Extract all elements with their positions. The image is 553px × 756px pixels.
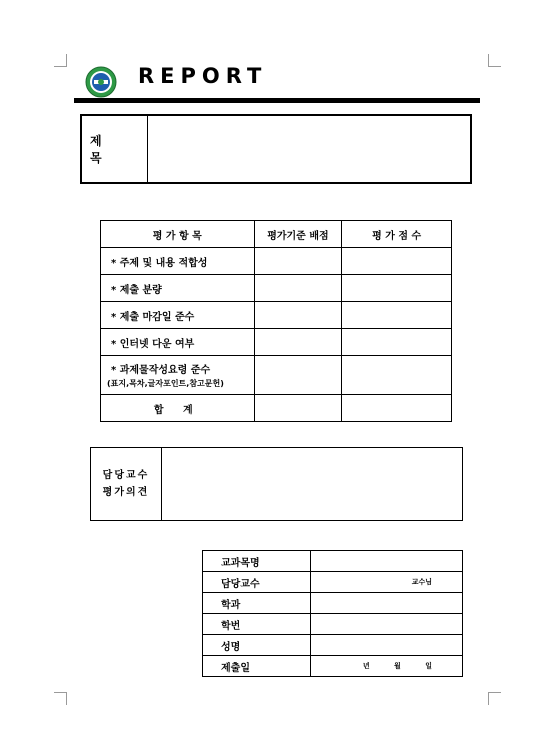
row-item-main: * 과제물작성요령 준수	[111, 365, 211, 376]
total-score[interactable]	[342, 395, 452, 422]
row-item-label: * 인터넷 다운 여부	[101, 329, 255, 356]
date-year: 년	[362, 662, 370, 670]
row-score[interactable]	[342, 329, 452, 356]
row-base-score[interactable]	[254, 248, 342, 275]
row-item-label: * 제출 마감일 준수	[101, 302, 255, 329]
student-id-label: 학번	[203, 614, 311, 635]
total-row	[101, 395, 452, 422]
row-item-label: * 주제 및 내용 적합성	[101, 248, 255, 275]
evaluation-header-row	[101, 221, 452, 248]
opinion-label-line1: 담당교수	[102, 470, 150, 481]
submission-date-label: 제출일	[203, 656, 311, 677]
header-item: 평 가 항 목	[101, 221, 255, 248]
row-base-score[interactable]	[254, 356, 342, 395]
table-row	[203, 572, 463, 593]
title-divider	[74, 98, 480, 103]
table-row	[101, 248, 452, 275]
course-name-label: 교과목명	[203, 551, 311, 572]
table-row	[203, 635, 463, 656]
department-field[interactable]	[311, 593, 463, 614]
crop-mark-bottom-left	[54, 692, 67, 705]
row-score[interactable]	[342, 248, 452, 275]
name-field[interactable]	[311, 635, 463, 656]
date-month: 월	[394, 662, 401, 670]
header-score: 평 가 점 수	[342, 221, 452, 248]
opinion-field[interactable]	[162, 448, 462, 520]
date-day: 일	[425, 662, 432, 670]
department-label: 학과	[203, 593, 311, 614]
university-emblem-icon	[85, 66, 117, 98]
subject-field[interactable]	[148, 116, 470, 182]
table-row	[203, 551, 463, 572]
submission-date-field[interactable]	[311, 656, 463, 677]
course-name-field[interactable]	[311, 551, 463, 572]
row-score[interactable]	[342, 275, 452, 302]
table-row	[101, 275, 452, 302]
table-row	[203, 614, 463, 635]
row-item-label: * 제출 분량	[101, 275, 255, 302]
professor-field[interactable]: 교수님	[311, 572, 463, 593]
name-label: 성명	[203, 635, 311, 656]
row-score[interactable]	[342, 356, 452, 395]
crop-mark-top-right	[488, 54, 501, 67]
total-base-score[interactable]	[254, 395, 342, 422]
opinion-label-line2: 평가의견	[102, 487, 150, 498]
table-row	[101, 329, 452, 356]
table-row	[203, 656, 463, 677]
table-row	[101, 302, 452, 329]
professor-opinion-box	[90, 447, 463, 521]
row-base-score[interactable]	[254, 275, 342, 302]
evaluation-table	[100, 220, 452, 422]
opinion-label	[91, 448, 162, 520]
row-item-sub: (표지,목차,글자포인트,참고문헌)	[107, 379, 224, 388]
professor-label: 담당교수	[203, 572, 311, 593]
crop-mark-bottom-right	[488, 692, 501, 705]
crop-mark-top-left	[54, 54, 67, 67]
row-score[interactable]	[342, 302, 452, 329]
total-label: 합 계	[101, 395, 255, 422]
row-item-label	[101, 356, 255, 395]
subject-box	[80, 114, 472, 184]
header-base-score: 평가기준 배점	[254, 221, 342, 248]
subject-label: 제 목	[82, 116, 148, 182]
row-base-score[interactable]	[254, 329, 342, 356]
page-title: REPORT	[138, 64, 268, 88]
student-info-table	[202, 550, 463, 677]
table-row	[101, 356, 452, 395]
student-id-field[interactable]	[311, 614, 463, 635]
table-row	[203, 593, 463, 614]
row-base-score[interactable]	[254, 302, 342, 329]
